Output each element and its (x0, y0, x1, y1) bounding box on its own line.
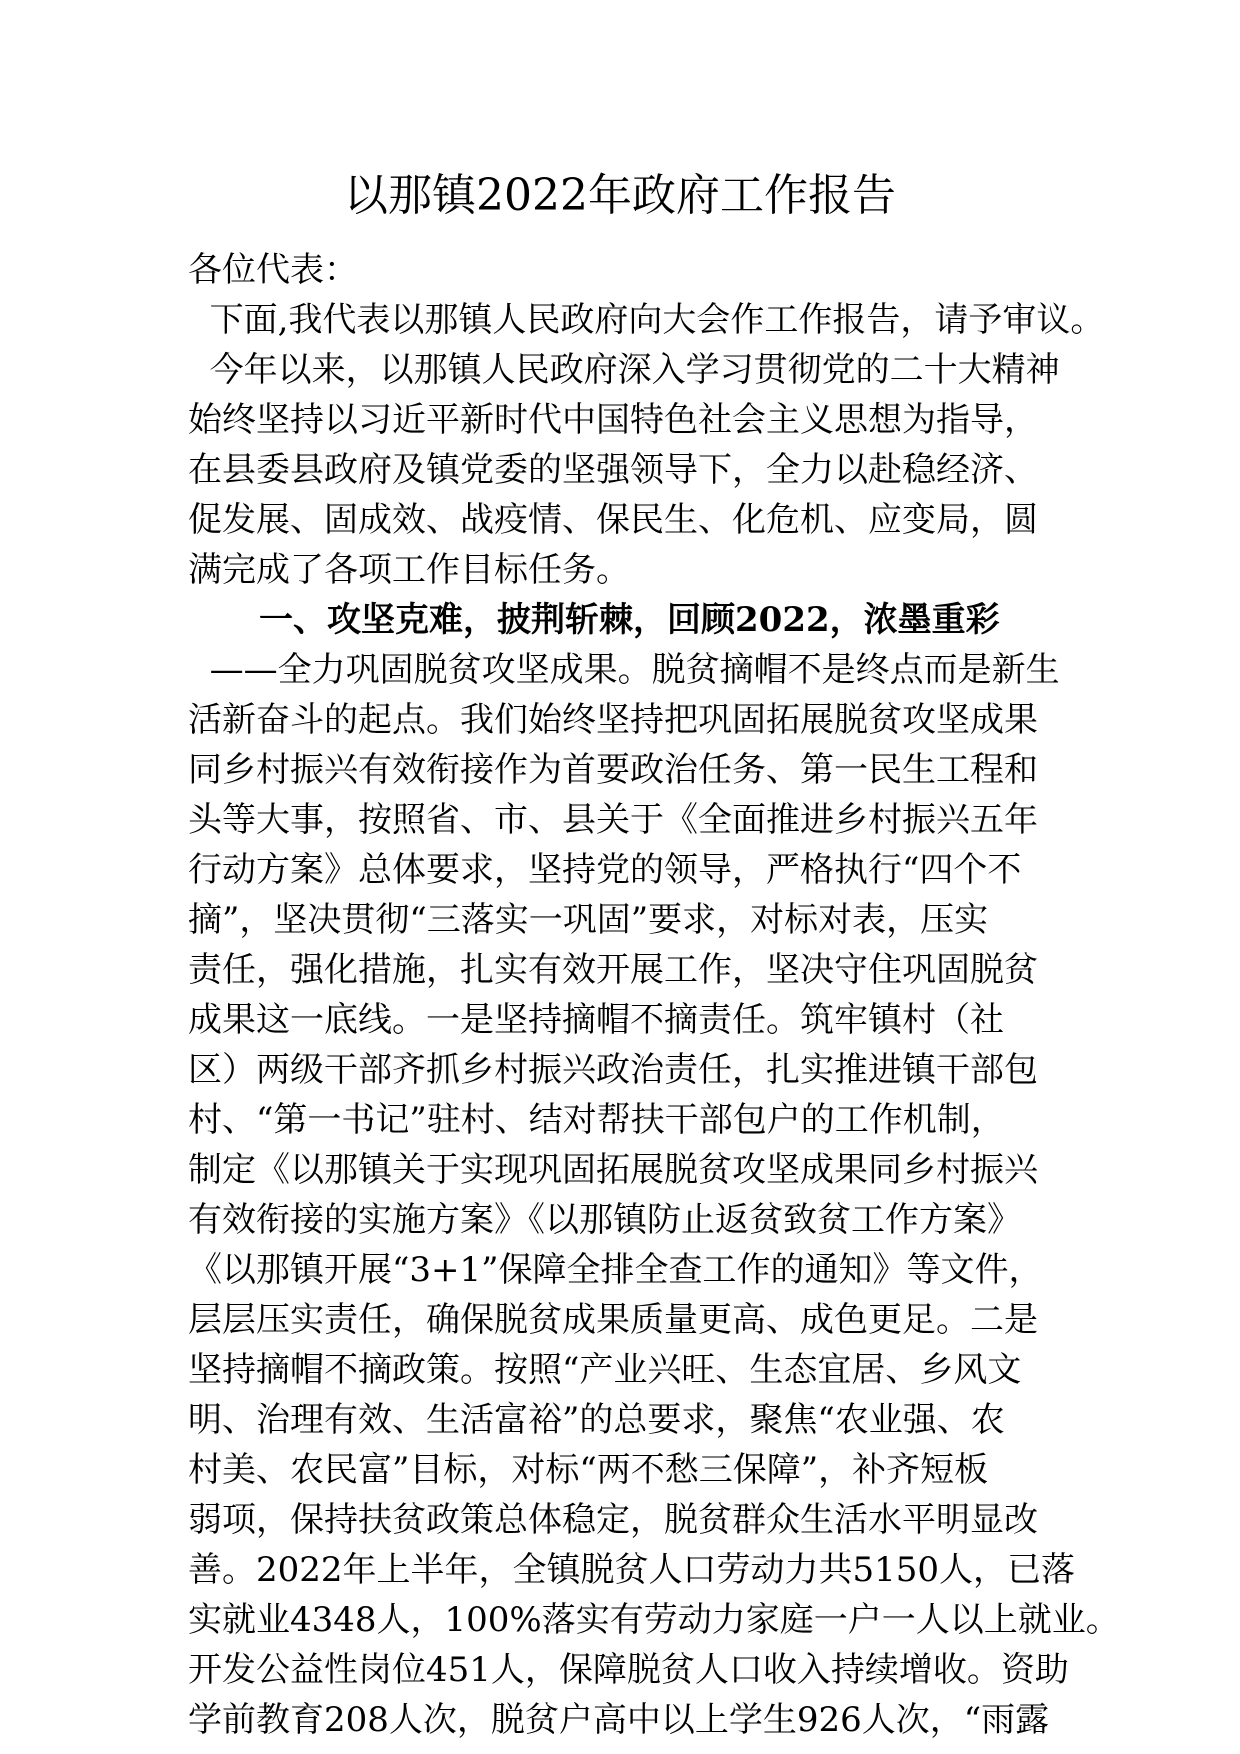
paragraph-line: 制定《以那镇关于实现巩固拓展脱贫攻坚成果同乡村振兴 (188, 1150, 1038, 1190)
document-body (188, 245, 1120, 1745)
paragraph-line: 责任，强化措施，扎实有效开展工作，坚决守住巩固脱贫 (188, 950, 1038, 990)
paragraph-line: 区）两级干部齐抓乡村振兴政治责任，扎实推进镇干部包 (188, 1050, 1038, 1090)
paragraph-line: 同乡村振兴有效衔接作为首要政治任务、第一民生工程和 (188, 750, 1038, 790)
paragraph-line: 村、“第一书记”驻村、结对帮扶干部包户的工作机制， (188, 1100, 1005, 1140)
section-heading: 一、攻坚克难，披荆斩棘，回顾2022，浓墨重彩 (188, 600, 1000, 640)
paragraph-line: 行动方案》总体要求，坚持党的领导，严格执行“四个不 (188, 850, 1022, 890)
paragraph-line: 坚持摘帽不摘政策。按照“产业兴旺、生态宜居、乡风文 (188, 1350, 1022, 1390)
paragraph-line: 有效衔接的实施方案》《以那镇防止返贫致贫工作方案》 (188, 1200, 1021, 1240)
paragraph-line: 善。2022年上半年，全镇脱贫人口劳动力共5150人，已落 (188, 1550, 1076, 1590)
paragraph-line: ——全力巩固脱贫攻坚成果。脱贫摘帽不是终点而是新生 (188, 650, 1060, 690)
paragraph-line: 《以那镇开展“3+1”保障全排全查工作的通知》等文件， (188, 1250, 1043, 1290)
paragraph-line: 层层压实责任，确保脱贫成果质量更高、成色更足。二是 (188, 1300, 1038, 1340)
paragraph-line: 今年以来，以那镇人民政府深入学习贯彻党的二十大精神 (188, 350, 1060, 390)
paragraph-line: 满完成了各项工作目标任务。 (188, 550, 630, 590)
document-title: 以那镇2022年政府工作报告 (344, 170, 896, 221)
paragraph-line: 弱项，保持扶贫政策总体稳定，脱贫群众生活水平明显改 (188, 1500, 1038, 1540)
paragraph-line: 开发公益性岗位451人，保障脱贫人口收入持续增收。资助 (188, 1650, 1069, 1690)
paragraph-line: 成果这一底线。一是坚持摘帽不摘责任。筑牢镇村（社 (188, 1000, 1004, 1040)
paragraph-line: 明、治理有效、生活富裕”的总要求，聚焦“农业强、农 (188, 1400, 1005, 1440)
paragraph-line: 促发展、固成效、战疫情、保民生、化危机、应变局，圆 (188, 500, 1038, 540)
paragraph-line: 实就业4348人，100%落实有劳动力家庭一户一人以上就业。 (188, 1600, 1120, 1640)
paragraph-line: 摘”，坚决贯彻“三落实一巩固”要求，对标对表，压实 (188, 900, 989, 940)
paragraph-line: 在县委县政府及镇党委的坚强领导下，全力以赴稳经济、 (188, 450, 1038, 490)
paragraph-line: 活新奋斗的起点。我们始终坚持把巩固拓展脱贫攻坚成果 (188, 700, 1038, 740)
paragraph-line: 各位代表： (188, 250, 358, 290)
paragraph-line: 头等大事，按照省、市、县关于《全面推进乡村振兴五年 (188, 800, 1038, 840)
paragraph-line: 下面,我代表以那镇人民政府向大会作工作报告，请予审议。 (188, 300, 1105, 340)
paragraph-line: 村美、农民富”目标，对标“两不愁三保障”，补齐短板 (188, 1450, 989, 1490)
paragraph-line: 始终坚持以习近平新时代中国特色社会主义思想为指导， (188, 400, 1038, 440)
paragraph-line: 学前教育208人次，脱贫户高中以上学生926人次，“雨露 (188, 1700, 1050, 1740)
